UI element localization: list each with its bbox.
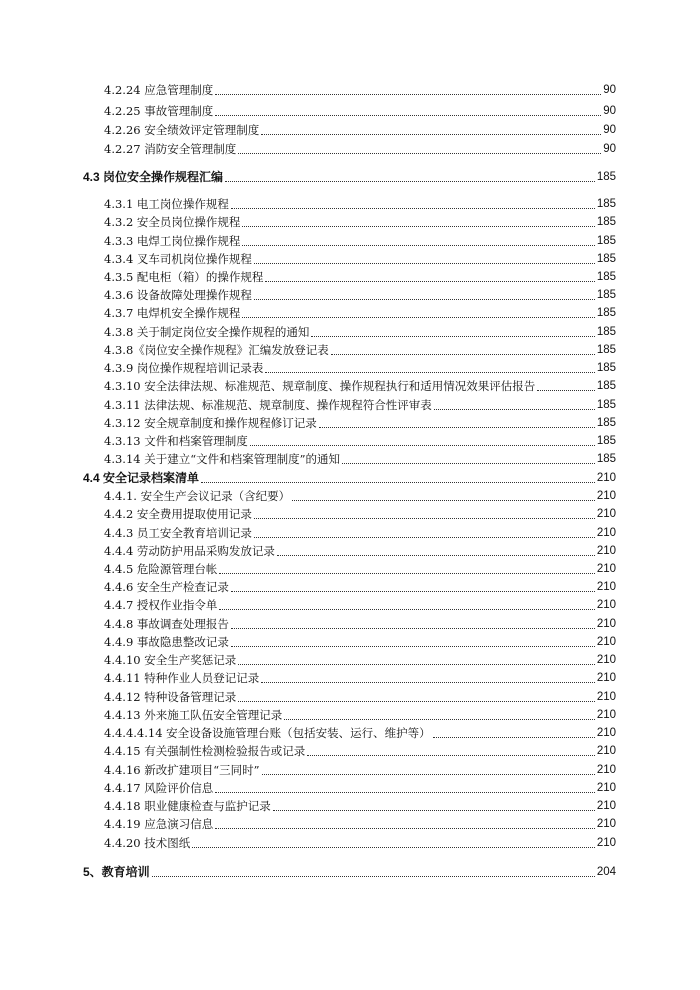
toc-entry[interactable]: [104, 635, 616, 650]
leader-dots: [277, 555, 595, 556]
toc-entry-label: 4.3.7 电焊机安全操作规程: [104, 306, 241, 320]
toc-entry-page: 210: [596, 709, 616, 721]
toc-entry-label: 4.4.13 外来施工队伍安全管理记录: [104, 708, 283, 722]
leader-dots: [434, 409, 595, 410]
toc-entry-page: 185: [596, 380, 616, 392]
leader-dots: [537, 390, 595, 391]
toc-entry-page: 185: [596, 453, 616, 465]
toc-entry[interactable]: [104, 489, 616, 504]
toc-entry[interactable]: [104, 526, 616, 541]
toc-entry-label: 4.3.2 安全员岗位操作规程: [104, 215, 241, 229]
leader-dots: [215, 115, 601, 116]
toc-entry[interactable]: [104, 598, 616, 613]
toc-entry-page: 185: [596, 198, 616, 210]
toc-entry[interactable]: [104, 270, 616, 285]
leader-dots: [192, 847, 595, 848]
toc-entry-page: 210: [596, 672, 616, 684]
toc-entry[interactable]: [104, 215, 616, 230]
toc-entry[interactable]: [104, 580, 616, 595]
toc-entry-label: 4.4.10 安全生产奖惩记录: [104, 653, 237, 667]
toc-entry-label: 4.3.6 设备故障处理操作规程: [104, 288, 252, 302]
toc-entry-page: 185: [596, 235, 616, 247]
toc-entry-label: 4.4.3 员工安全教育培训记录: [104, 526, 252, 540]
toc-entry-label: 4.2.26 安全绩效评定管理制度: [104, 123, 260, 137]
toc-entry[interactable]: [104, 799, 616, 814]
toc-entry-label: 4.3.11 法律法规、标准规范、规章制度、操作规程符合性评审表: [104, 398, 432, 412]
toc-entry[interactable]: [104, 434, 616, 449]
toc-entry-page: 210: [596, 764, 616, 776]
toc-entry-label: 4.4.7 授权作业指令单: [104, 598, 218, 612]
leader-dots: [433, 737, 595, 738]
toc-entry-page: 210: [596, 599, 616, 611]
toc-entry-label: 4.3.3 电焊工岗位操作规程: [104, 234, 241, 248]
leader-dots: [215, 828, 595, 829]
toc-entry-page: 185: [596, 435, 616, 447]
toc-entry[interactable]: [104, 690, 616, 705]
toc-section-4-4[interactable]: [83, 471, 616, 486]
toc-entry-page: 185: [596, 307, 616, 319]
toc-entry-label: 4.4.11 特种作业人员登记记录: [104, 671, 260, 685]
toc-entry[interactable]: [104, 379, 616, 394]
leader-dots: [261, 682, 595, 683]
toc-entry[interactable]: [104, 416, 616, 431]
toc-entry-page: 210: [596, 581, 616, 593]
toc-entry[interactable]: [104, 288, 616, 303]
toc-entry[interactable]: [104, 306, 616, 321]
toc-entry[interactable]: [104, 325, 616, 340]
leader-dots: [219, 573, 594, 574]
leader-dots: [242, 317, 594, 318]
toc-entry-page: 185: [596, 362, 616, 374]
leader-dots: [284, 719, 595, 720]
toc-entry-page: 90: [603, 105, 616, 117]
toc-section-label: 4.4 安全记录档案清单: [83, 471, 200, 485]
toc-entry[interactable]: [104, 123, 616, 138]
toc-entry-label: 4.4.4 劳动防护用品采购发放记录: [104, 544, 275, 558]
toc-entry-label: 4.3.4 叉车司机岗位操作规程: [104, 252, 252, 266]
toc-entry-page: 185: [596, 216, 616, 228]
leader-dots: [250, 445, 595, 446]
toc-entry-page: 210: [596, 745, 616, 757]
toc-entry-label: 4.4.16 新改扩建项目“三同时”: [104, 763, 260, 777]
toc-entry-page: 185: [596, 417, 616, 429]
toc-entry-label: 4.4.5 危险源管理台帐: [104, 562, 218, 576]
toc-entry-page: 210: [596, 818, 616, 830]
toc-entry-page: 185: [596, 326, 616, 338]
toc-entry-page: 210: [596, 545, 616, 557]
leader-dots: [265, 372, 594, 373]
toc-entry-page: 185: [596, 253, 616, 265]
toc-entry-label: 4.4.1. 安全生产会议记录（含纪要）: [104, 489, 291, 503]
toc-entry-page: 185: [596, 344, 616, 356]
toc-entry-page: 90: [603, 84, 616, 96]
toc-entry-page: 90: [603, 143, 616, 155]
leader-dots: [254, 299, 595, 300]
leader-dots: [238, 153, 601, 154]
toc-entry-label: 4.4.15 有关强制性检测检验报告或记录: [104, 744, 306, 758]
toc-entry-page: 210: [596, 527, 616, 539]
leader-dots: [219, 609, 594, 610]
leader-dots: [231, 646, 595, 647]
toc-entry-page: 210: [596, 782, 616, 794]
toc-entry-label: 4.3.8《岗位安全操作规程》汇编发放登记表: [104, 343, 329, 357]
toc-entry-page: 210: [596, 727, 616, 739]
toc-entry-label: 4.4.4.4.14 安全设备设施管理台账（包括安装、运行、维护等）: [104, 726, 431, 740]
toc-entry-label: 4.4.20 技术图纸: [104, 836, 191, 850]
leader-dots: [238, 701, 595, 702]
toc-entry-label: 4.4.18 职业健康检查与监护记录: [104, 799, 271, 813]
toc-entry-page: 210: [596, 691, 616, 703]
toc-entry-page: 210: [596, 654, 616, 666]
leader-dots: [238, 664, 595, 665]
leader-dots: [292, 500, 595, 501]
toc-entry-label: 4.3.1 电工岗位操作规程: [104, 197, 229, 211]
toc-entry[interactable]: [104, 653, 616, 668]
leader-dots: [273, 810, 595, 811]
toc-section-label: 5、教育培训: [83, 865, 150, 879]
toc-entry-page: 210: [596, 618, 616, 630]
leader-dots: [225, 181, 595, 182]
toc-entry[interactable]: [104, 817, 616, 832]
toc-entry-page: 185: [596, 399, 616, 411]
toc-section-5[interactable]: [83, 865, 616, 880]
toc-entry[interactable]: [104, 507, 616, 522]
toc-entry-label: 4.3.9 岗位操作规程培训记录表: [104, 361, 264, 375]
toc-section-page: 210: [596, 472, 616, 484]
toc-entry[interactable]: [104, 726, 616, 741]
toc-entry[interactable]: [104, 781, 616, 796]
leader-dots: [215, 792, 595, 793]
toc-entry[interactable]: [104, 83, 616, 98]
toc-entry[interactable]: [104, 234, 616, 249]
leader-dots: [231, 208, 595, 209]
leader-dots: [261, 134, 601, 135]
leader-dots: [311, 336, 594, 337]
leader-dots: [254, 537, 595, 538]
toc-entry[interactable]: [104, 744, 616, 759]
toc-entry[interactable]: [104, 763, 616, 778]
toc-entry-label: 4.3.10 安全法律法规、标准规范、规章制度、操作规程执行和适用情况效果评估报告: [104, 379, 536, 393]
toc-entry-label: 4.4.19 应急演习信息: [104, 817, 214, 831]
toc-entry-label: 4.2.25 事故管理制度: [104, 104, 214, 118]
toc-entry[interactable]: [104, 197, 616, 212]
toc-entry-label: 4.4.6 安全生产检查记录: [104, 580, 229, 594]
leader-dots: [307, 755, 595, 756]
toc-entry-label: 4.2.27 消防安全管理制度: [104, 142, 237, 156]
toc-entry-label: 4.4.12 特种设备管理记录: [104, 690, 237, 704]
toc-entry-label: 4.3.5 配电柜（箱）的操作规程: [104, 270, 264, 284]
toc-entry-label: 4.3.12 安全规章制度和操作规程修订记录: [104, 416, 317, 430]
leader-dots: [254, 518, 595, 519]
toc-entry[interactable]: [104, 617, 616, 632]
toc-entry[interactable]: [104, 142, 616, 157]
leader-dots: [242, 245, 594, 246]
toc-entry-label: 4.4.17 风险评价信息: [104, 781, 214, 795]
toc-entry[interactable]: [104, 343, 616, 358]
toc-entry-label: 4.4.9 事故隐患整改记录: [104, 635, 229, 649]
toc-entry[interactable]: [104, 544, 616, 559]
toc-entry[interactable]: [104, 452, 616, 467]
toc-entry-page: 185: [596, 289, 616, 301]
toc-entry[interactable]: [104, 836, 616, 851]
leader-dots: [242, 226, 594, 227]
toc-entry-page: 210: [596, 508, 616, 520]
toc-entry[interactable]: [104, 252, 616, 267]
toc-entry[interactable]: [104, 671, 616, 686]
leader-dots: [342, 463, 595, 464]
toc-entry[interactable]: [104, 708, 616, 723]
leader-dots: [254, 263, 595, 264]
leader-dots: [319, 427, 595, 428]
leader-dots: [231, 628, 595, 629]
leader-dots: [152, 876, 595, 877]
leader-dots: [331, 354, 595, 355]
leader-dots: [262, 774, 595, 775]
toc-entry-label: 4.2.24 应急管理制度: [104, 83, 214, 97]
leader-dots: [231, 591, 595, 592]
toc-entry-page: 210: [596, 636, 616, 648]
toc-entry-page: 210: [596, 800, 616, 812]
leader-dots: [265, 281, 594, 282]
toc-entry-page: 185: [596, 271, 616, 283]
toc-entry[interactable]: [104, 361, 616, 376]
toc-entry[interactable]: [104, 562, 616, 577]
toc-entry-label: 4.4.2 安全费用提取使用记录: [104, 507, 252, 521]
toc-section-label: 4.3 岗位安全操作规程汇编: [83, 170, 224, 184]
toc-section-4-3[interactable]: [83, 170, 616, 185]
leader-dots: [201, 482, 595, 483]
toc-entry[interactable]: [104, 104, 616, 119]
toc-entry-label: 4.3.14 关于建立“文件和档案管理制度”的通知: [104, 452, 340, 466]
toc-entry-page: 210: [596, 563, 616, 575]
toc-section-page: 204: [596, 866, 616, 878]
toc-entry-page: 210: [596, 490, 616, 502]
toc-section-page: 185: [596, 171, 616, 183]
toc-entry-label: 4.3.13 文件和档案管理制度: [104, 434, 248, 448]
toc-entry-page: 90: [603, 124, 616, 136]
leader-dots: [215, 94, 601, 95]
toc-entry-label: 4.4.8 事故调查处理报告: [104, 617, 229, 631]
toc-entry-label: 4.3.8 关于制定岗位安全操作规程的通知: [104, 325, 310, 339]
toc-entry[interactable]: [104, 398, 616, 413]
toc-entry-page: 210: [596, 837, 616, 849]
